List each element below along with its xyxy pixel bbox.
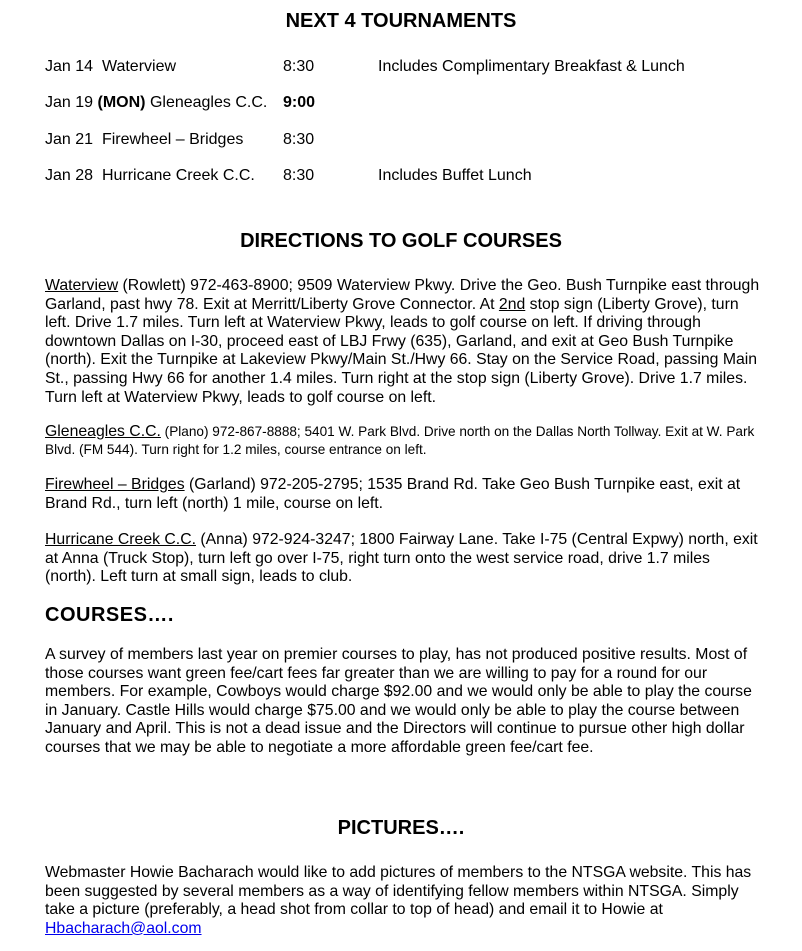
- directions-gleneagles: Gleneagles C.C. (Plano) 972-867-8888; 5401 W. Park Blvd. Drive north on the Dallas North Tollway. Exit at W. Park Blvd. (FM 544). Turn right for 1.2 miles, course entrance on left.: [45, 423, 755, 457]
- tournament-date: Jan 14 Waterview: [45, 58, 177, 75]
- tournament-note: Includes Buffet Lunch: [378, 167, 532, 184]
- tournament-date: Jan 28 Hurricane Creek C.C.: [45, 167, 255, 184]
- directions-hurricane: Hurricane Creek C.C. (Anna) 972-924-3247; 1800 Fairway Lane. Take I-75 (Central Expwy) north, exit at Anna (Truck Stop), turn left go over I-75, right turn onto the west service road, drive 1.7 miles (north). Left turn at small sign, leads to club.: [45, 531, 758, 586]
- course-name: Hurricane Creek C.C.: [45, 531, 196, 548]
- course-name: Gleneagles C.C.: [45, 423, 161, 440]
- tournament-row: [45, 167, 765, 187]
- courses-text: A survey of members last year on premier courses to play, has not produced positive results. Most of those courses want green fee/cart fees far greater than we are willing to pay for a round for our members. For example, Cowboys would charge $92.00 and we would only be able to play the course in January. Castle Hills would charge $75.00 and we would only be able to play the course between January and April. This is not a dead issue and the Directors will continue to pursue other high dollar courses that we may be able to negotiate a more affordable green fee/cart fee.: [45, 646, 752, 756]
- course-name: Waterview: [45, 277, 119, 294]
- course-name: Firewheel – Bridges: [45, 476, 185, 493]
- tournament-date: Jan 21 Firewheel – Bridges: [45, 131, 244, 148]
- tournament-time: 8:30: [283, 167, 315, 184]
- tournament-row: [45, 131, 765, 151]
- tournament-time: 9:00: [283, 94, 316, 111]
- tournament-time: 8:30: [283, 131, 315, 148]
- directions-firewheel: Firewheel – Bridges (Garland) 972-205-2795; 1535 Brand Rd. Take Geo Bush Turnpike east, exit at Brand Rd., turn left (north) 1 mile, course on left.: [45, 476, 741, 512]
- tournament-time: 8:30: [283, 58, 315, 75]
- email-link[interactable]: Hbacharach@aol.com: [45, 919, 202, 937]
- directions-waterview: Waterview (Rowlett) 972-463-8900; 9509 Waterview Pkwy. Drive the Geo. Bush Turnpike east through Garland, past hwy 78. Exit at Merritt/Liberty Grove Connector. At 2nd stop sign (Liberty Grove), turn left. Drive 1.7 miles. Turn left at Waterview Pkwy, leads to golf course on left. If driving through downtown Dallas on I-30, proceed east of LBJ Frwy (635), Garland, and exit at Geo Bush Turnpike (north). Exit the Turnpike at Lakeview Pkwy/Main St./Hwy 66. Stay on the Service Road, passing Main St., passing Hwy 66 for another 1.4 miles. Turn right at the stop sign (Liberty Grove). Drive 1.7 miles. Turn left at Waterview Pkwy, leads to golf course on left.: [45, 277, 760, 406]
- pictures-text: Webmaster Howie Bacharach would like to add pictures of members to the NTSGA website. This has been suggested by several members as a way of identifying fellow members within NTSGA. Simply take a picture (preferably, a head shot from collar to top of head) and email it to Howie at Hbacharach@aol.com: [45, 864, 752, 937]
- tournament-day-flag: (MON): [97, 94, 146, 111]
- courses-heading: COURSES….: [45, 604, 174, 626]
- pictures-heading: PICTURES….: [337, 817, 465, 839]
- tournament-row: [45, 94, 765, 114]
- directions-heading: DIRECTIONS TO GOLF COURSES: [240, 230, 562, 252]
- tournament-date: Jan 19 (MON) Gleneagles C.C.: [45, 94, 268, 111]
- tournament-row: [45, 58, 765, 78]
- tournaments-heading: NEXT 4 TOURNAMENTS: [285, 10, 517, 32]
- tournament-note: Includes Complimentary Breakfast & Lunch: [378, 58, 685, 75]
